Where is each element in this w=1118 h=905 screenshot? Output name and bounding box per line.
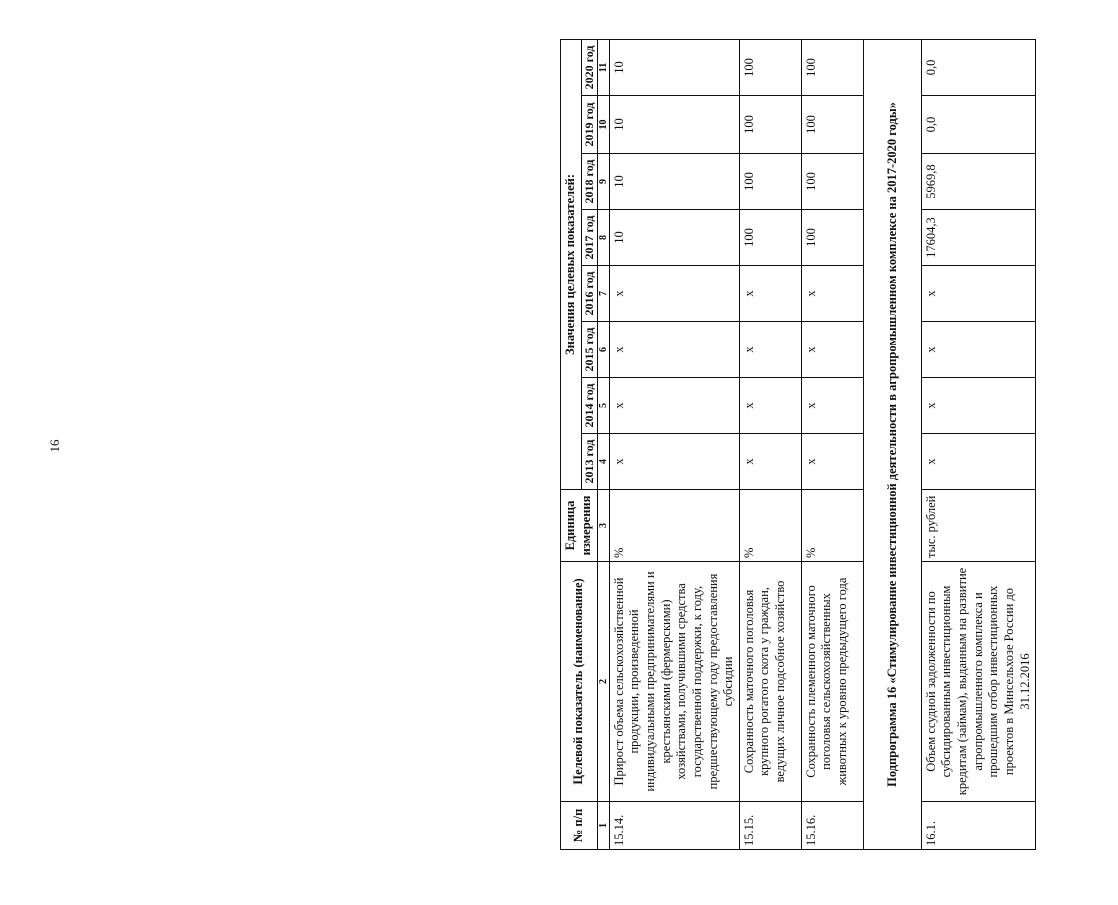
column-number: 1	[597, 802, 609, 850]
header-year: 2016 год	[581, 266, 597, 322]
column-number: 3	[597, 490, 609, 562]
row-value: x	[921, 378, 1035, 434]
row-value: x	[921, 322, 1035, 378]
row-value: x	[739, 434, 801, 490]
column-number: 4	[597, 434, 609, 490]
indicators-table	[560, 39, 1036, 850]
row-value: x	[609, 378, 739, 434]
row-unit: %	[739, 490, 801, 562]
column-number: 5	[597, 378, 609, 434]
column-number: 2	[597, 562, 609, 802]
row-value: x	[921, 266, 1035, 322]
row-value: 17604,3	[921, 210, 1035, 266]
row-value: 100	[801, 210, 863, 266]
row-indicator: Объем ссудной задолженности по субсидированным инвестиционным кредитам (займам), выданным на развитие агропромышленного комплекса и прошедшим отбор инвестиционных проектов в Минсельхозе России до 31.12.2016	[921, 562, 1035, 802]
header-unit: Единица измерения	[561, 490, 598, 562]
page-number: 16	[47, 439, 62, 453]
column-number: 9	[597, 154, 609, 210]
table-row	[739, 39, 801, 849]
row-value: 10	[609, 96, 739, 154]
row-indicator: Прирост объема сельскохозяйственной продукции, произведенной индивидуальными предпринимателями и крестьянскими (фермерскими) хозяйствами, получившими средства государственной поддержки, к году, предшествующему году предоставления субсидии	[609, 562, 739, 802]
row-value: x	[609, 322, 739, 378]
rotated-table-container	[560, 40, 1118, 850]
subprogram-title: Подпрограмма 16 «Стимулирование инвестиционной деятельности в агропромышленном комплексе на 2017-2020 годы»	[863, 39, 921, 849]
row-value: 0,0	[921, 96, 1035, 154]
column-number: 11	[597, 39, 609, 95]
row-unit: %	[801, 490, 863, 562]
row-value: 10	[609, 154, 739, 210]
column-number: 8	[597, 210, 609, 266]
row-indicator: Сохранность маточного поголовья крупного рогатого скота у граждан, ведущих личное подсобное хозяйство	[739, 562, 801, 802]
row-value: x	[739, 322, 801, 378]
header-year: 2013 год	[581, 434, 597, 490]
column-number: 10	[597, 96, 609, 154]
header-year: 2020 год	[581, 39, 597, 95]
row-num: 16.1.	[921, 802, 1035, 850]
row-num: 15.15.	[739, 802, 801, 850]
table-row	[921, 39, 1035, 849]
row-value: 100	[739, 154, 801, 210]
row-value: x	[739, 378, 801, 434]
table-row	[609, 39, 739, 849]
header-indicator: Целевой показатель (наименование)	[561, 562, 598, 802]
row-value: x	[801, 322, 863, 378]
row-value: x	[739, 266, 801, 322]
column-number: 7	[597, 266, 609, 322]
row-value: 10	[609, 39, 739, 95]
header-values-group: Значения целевых показателей:	[561, 39, 582, 489]
row-num: 15.14.	[609, 802, 739, 850]
table-row	[801, 39, 863, 849]
row-value: 5969,8	[921, 154, 1035, 210]
row-value: x	[801, 434, 863, 490]
header-year: 2018 год	[581, 154, 597, 210]
row-value: 100	[801, 39, 863, 95]
row-value: x	[609, 266, 739, 322]
column-number: 6	[597, 322, 609, 378]
row-value: 100	[739, 210, 801, 266]
row-value: 10	[609, 210, 739, 266]
row-value: 100	[801, 96, 863, 154]
row-unit: %	[609, 490, 739, 562]
row-value: 100	[739, 96, 801, 154]
header-year: 2019 год	[581, 96, 597, 154]
header-year: 2017 год	[581, 210, 597, 266]
row-value: 100	[739, 39, 801, 95]
header-year: 2014 год	[581, 378, 597, 434]
header-year: 2015 год	[581, 322, 597, 378]
subprogram-row	[863, 39, 921, 849]
row-value: x	[801, 378, 863, 434]
row-value: x	[609, 434, 739, 490]
row-num: 15.16.	[801, 802, 863, 850]
row-value: 0,0	[921, 39, 1035, 95]
row-indicator: Сохранность племенного маточного поголовья сельскохозяйственных животных к уровню предыдущего года	[801, 562, 863, 802]
row-unit: тыс. рублей	[921, 490, 1035, 562]
row-value: 100	[801, 154, 863, 210]
header-num: № п/п	[561, 802, 598, 850]
row-value: x	[801, 266, 863, 322]
row-value: x	[921, 434, 1035, 490]
